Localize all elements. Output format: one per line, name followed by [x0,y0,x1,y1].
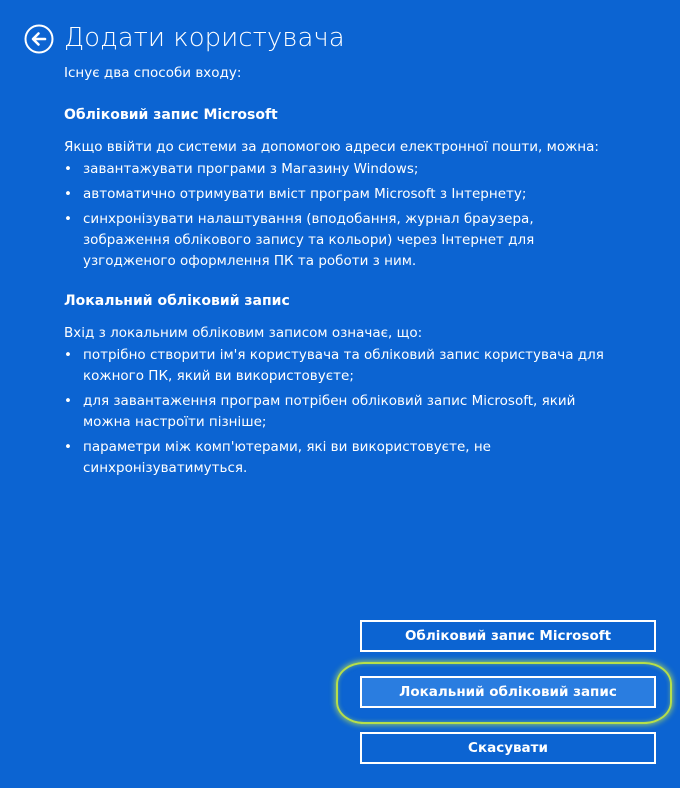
list-item [64,391,624,433]
local-account-section [64,291,624,483]
list-item [64,159,624,180]
bullet-icon: • [64,347,72,363]
page-title: Додати користувача [64,23,345,53]
microsoft-section-description: Якщо ввійти до системи за допомогою адреси електронної пошти, можна: [64,139,599,155]
list-item [64,437,624,479]
list-item-text: для завантаження програм потрібен обліковий запис Microsoft, який можна настроїти пізніше; [83,393,576,430]
list-item [64,345,624,387]
list-item [64,184,624,205]
list-item-text: параметри між комп'ютерами, які ви використовуєте, не синхронізуватимуться. [83,439,491,476]
list-item-text: синхронізувати налаштування (вподобання, журнал браузера, зображення облікового запису та кольори) через Інтернет для узгодженого оформлення ПК та роботи з ним. [83,211,535,269]
cancel-button[interactable]: Скасувати [360,732,656,764]
microsoft-benefits-list [64,159,624,272]
local-account-button[interactable]: Локальний обліковий запис [360,676,656,708]
microsoft-section-heading: Обліковий запис Microsoft [64,107,278,123]
bullet-icon: • [64,186,72,202]
list-item-text: потрібно створити ім'я користувача та обліковий запис користувача для кожного ПК, який ви використовуєте; [83,347,604,384]
bullet-icon: • [64,211,72,227]
local-facts-list [64,345,624,479]
local-section-heading: Локальний обліковий запис [64,293,290,309]
microsoft-account-section [64,105,624,276]
local-section-description: Вхід з локальним обліковим записом означає, що: [64,325,423,341]
back-button[interactable] [24,24,54,54]
bullet-icon: • [64,161,72,177]
list-item-text: завантажувати програми з Магазину Windows; [83,161,419,177]
bullet-icon: • [64,439,72,455]
back-arrow-icon [24,24,54,54]
list-item-text: автоматично отримувати вміст програм Microsoft з Інтернету; [83,186,527,202]
microsoft-account-button[interactable]: Обліковий запис Microsoft [360,620,656,652]
intro-text: Існує два способи входу: [64,65,242,81]
list-item [64,209,624,272]
bullet-icon: • [64,393,72,409]
